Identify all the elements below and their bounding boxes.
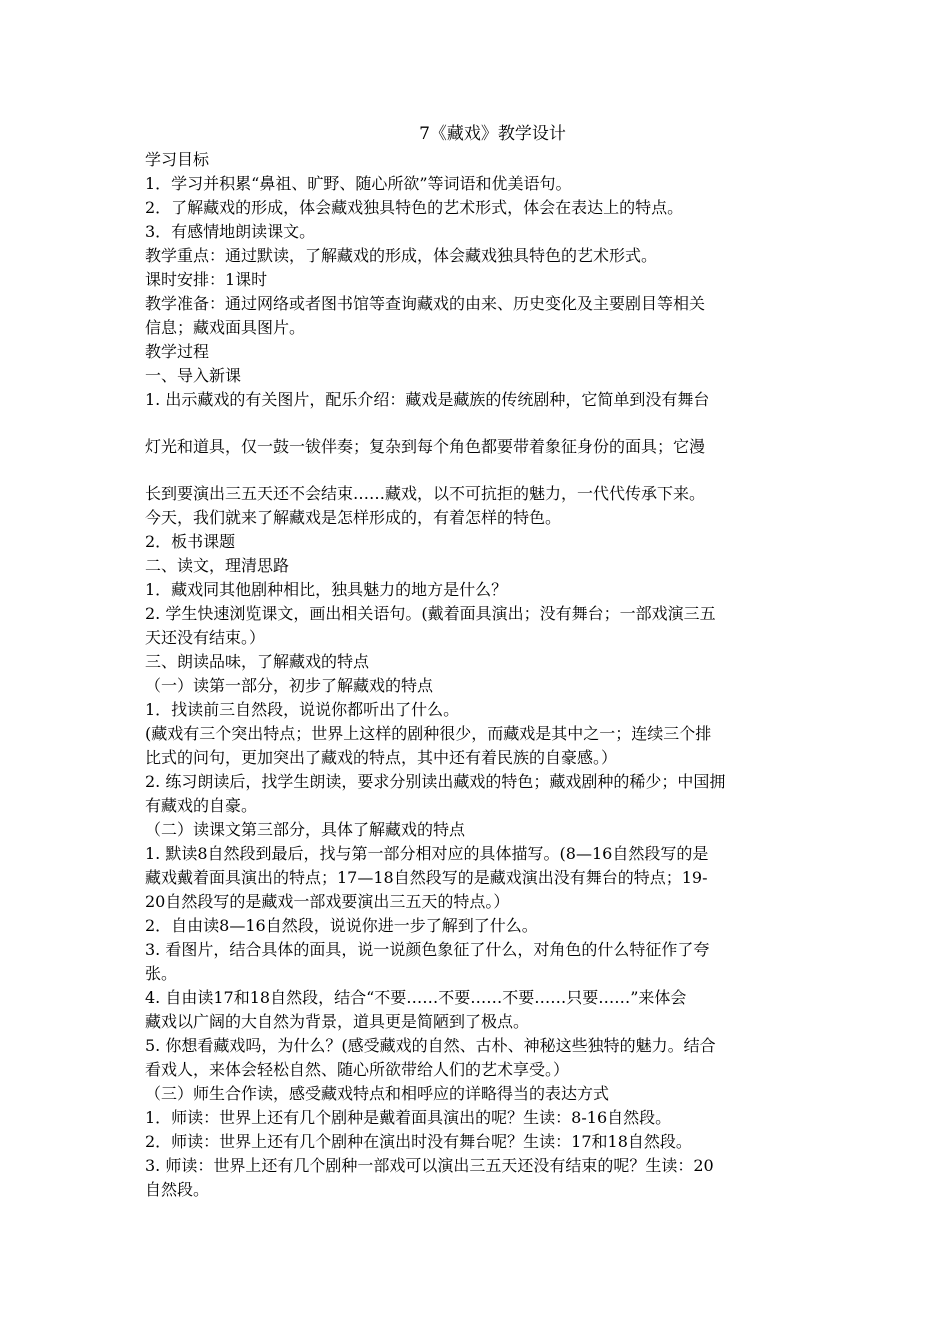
text-line: 二、读文，理清思路 [145, 556, 290, 575]
text-line: 张。 [145, 964, 178, 983]
text-line: 3. 师读：世界上还有几个剧种一部戏可以演出三五天还没有结束的呢？生读：20 [145, 1156, 714, 1175]
text-line: 5. 你想看藏戏吗，为什么？(感受藏戏的自然、古朴、神秘这些独特的魅力。结合 [145, 1036, 716, 1055]
text-line: 1．师读：世界上还有几个剧种是戴着面具演出的呢？生读：8-16自然段。 [145, 1108, 672, 1127]
text-line: 今天，我们就来了解藏戏是怎样形成的，有着怎样的特色。 [145, 508, 562, 527]
text-line: 天还没有结束。） [145, 628, 266, 647]
text-line: 3. 看图片，结合具体的面具，说一说颜色象征了什么，对角色的什么特征作了夸 [145, 940, 710, 959]
text-line: 1. 默读8自然段到最后，找与第一部分相对应的具体描写。(8—16自然段写的是 [145, 844, 709, 863]
text-line: 2. 练习朗读后，找学生朗读，要求分别读出藏戏的特色；藏戏剧种的稀少；中国拥 [145, 772, 726, 791]
text-line: 3．有感情地朗读课文。 [145, 222, 316, 241]
text-line: 2．自由读8—16自然段，说说你进一步了解到了什么。 [145, 916, 538, 935]
text-line: 1．找读前三自然段，说说你都听出了什么。 [145, 700, 460, 719]
text-line: （三）师生合作读，感受藏戏特点和相呼应的详略得当的表达方式 [145, 1084, 610, 1103]
text-line: 教学准备：通过网络或者图书馆等查询藏戏的由来、历史变化及主要剧目等相关 [145, 294, 706, 313]
text-line: 长到要演出三五天还不会结束……藏戏，以不可抗拒的魅力，一代代传承下来。 [145, 484, 706, 503]
text-line: 自然段。 [145, 1180, 210, 1199]
text-line: 比式的问句，更加突出了藏戏的特点，其中还有着民族的自豪感。） [145, 748, 618, 767]
text-line: （一）读第一部分，初步了解藏戏的特点 [145, 676, 434, 695]
text-line: 三、朗读品味，了解藏戏的特点 [145, 652, 370, 671]
text-line: 课时安排：1课时 [145, 270, 268, 289]
text-line: 灯光和道具，仅一鼓一钹伴奏；复杂到每个角色都要带着象征身份的面具；它漫 [145, 437, 706, 456]
document-title: 7《藏戏》教学设计 [419, 124, 566, 144]
text-line: 2. 学生快速浏览课文，画出相关语句。(戴着面具演出；没有舞台；一部戏演三五 [145, 604, 716, 623]
text-line: 1．藏戏同其他剧种相比，独具魅力的地方是什么？ [145, 580, 508, 599]
text-line: 看戏人，来体会轻松自然、随心所欲带给人们的艺术享受。） [145, 1060, 570, 1079]
text-line: 教学重点：通过默读，了解藏戏的形成，体会藏戏独具特色的艺术形式。 [145, 246, 658, 265]
document-page [145, 122, 810, 1202]
text-line: 教学过程 [145, 342, 210, 361]
text-line: 2．了解藏戏的形成，体会藏戏独具特色的艺术形式，体会在表达上的特点。 [145, 198, 684, 217]
text-line: 学习目标 [145, 150, 210, 169]
text-line: 信息；藏戏面具图片。 [145, 318, 306, 337]
text-line: 有藏戏的自豪。 [145, 796, 258, 815]
text-line: 2．师读：世界上还有几个剧种在演出时没有舞台呢？生读：17和18自然段。 [145, 1132, 692, 1151]
text-line: 1. 出示藏戏的有关图片，配乐介绍：藏戏是藏族的传统剧种，它简单到没有舞台 [145, 390, 710, 409]
text-line: (藏戏有三个突出特点；世界上这样的剧种很少，而藏戏是其中之一；连续三个排 [145, 724, 712, 743]
text-line: 1．学习并积累“鼻祖、旷野、随心所欲”等词语和优美语句。 [145, 174, 572, 193]
text-line: 藏戏戴着面具演出的特点；17—18自然段写的是藏戏演出没有舞台的特点；19- [145, 868, 708, 887]
text-line: 一、导入新课 [145, 366, 242, 385]
text-line: 20自然段写的是藏戏一部戏要演出三五天的特点。） [145, 892, 510, 911]
text-line: 藏戏以广阔的大自然为背景，道具更是简陋到了极点。 [145, 1012, 530, 1031]
text-line: （二）读课文第三部分，具体了解藏戏的特点 [145, 820, 466, 839]
text-line: 4. 自由读17和18自然段，结合“不要……不要……不要……只要……”来体会 [145, 988, 687, 1007]
text-line: 2．板书课题 [145, 532, 236, 551]
document-body [145, 148, 810, 1202]
